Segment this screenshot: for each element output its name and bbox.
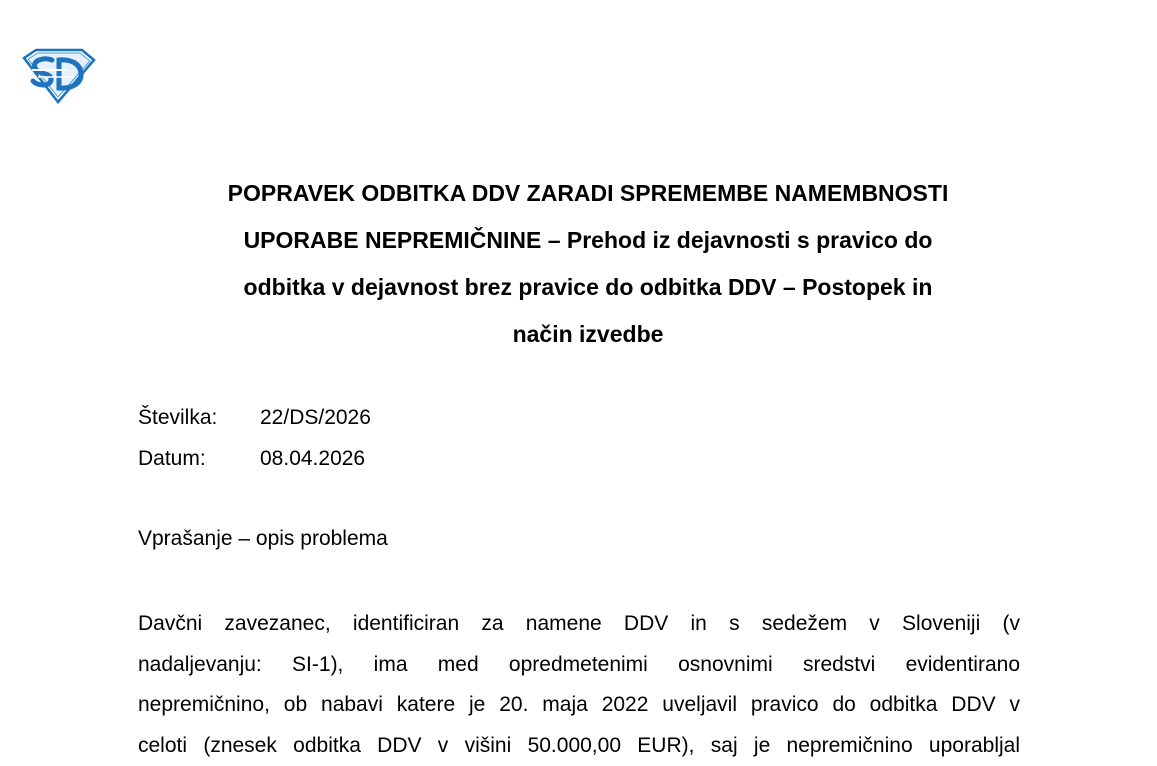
paragraph-line: Davčni zavezanec, identificiran za namene DDV in s sedežem v Sloveniji (v <box>138 604 1020 645</box>
title-line: odbitka v dejavnost brez pravice do odbitka DDV – Postopek in <box>140 264 1036 311</box>
paragraph-line: celoti (znesek odbitka DDV v višini 50.000,00 EUR), saj je nepremičnino uporabljal <box>138 726 1020 766</box>
paragraph-line: nepremičnino, ob nabavi katere je 20. maja 2022 uveljavil pravico do odbitka DDV v <box>138 685 1020 726</box>
title-line: UPORABE NEPREMIČNINE – Prehod iz dejavnosti s pravico do <box>140 217 1036 264</box>
section-heading: Vprašanje – opis problema <box>138 527 388 551</box>
document-number-value: 22/DS/2026 <box>260 406 371 430</box>
shield-logo-icon <box>22 48 96 104</box>
document-date-label: Datum: <box>138 447 206 471</box>
document-title <box>140 170 1036 358</box>
document-date-value: 08.04.2026 <box>260 447 365 471</box>
title-line: POPRAVEK ODBITKA DDV ZARADI SPREMEMBE NAMEMBNOSTI <box>140 170 1036 217</box>
document-number-label: Številka: <box>138 406 217 430</box>
body-paragraph <box>138 604 1020 766</box>
paragraph-line: nadaljevanju: SI-1), ima med opredmetenimi osnovnimi sredstvi evidentirano <box>138 645 1020 686</box>
title-line: način izvedbe <box>140 311 1036 358</box>
company-logo <box>22 48 96 104</box>
